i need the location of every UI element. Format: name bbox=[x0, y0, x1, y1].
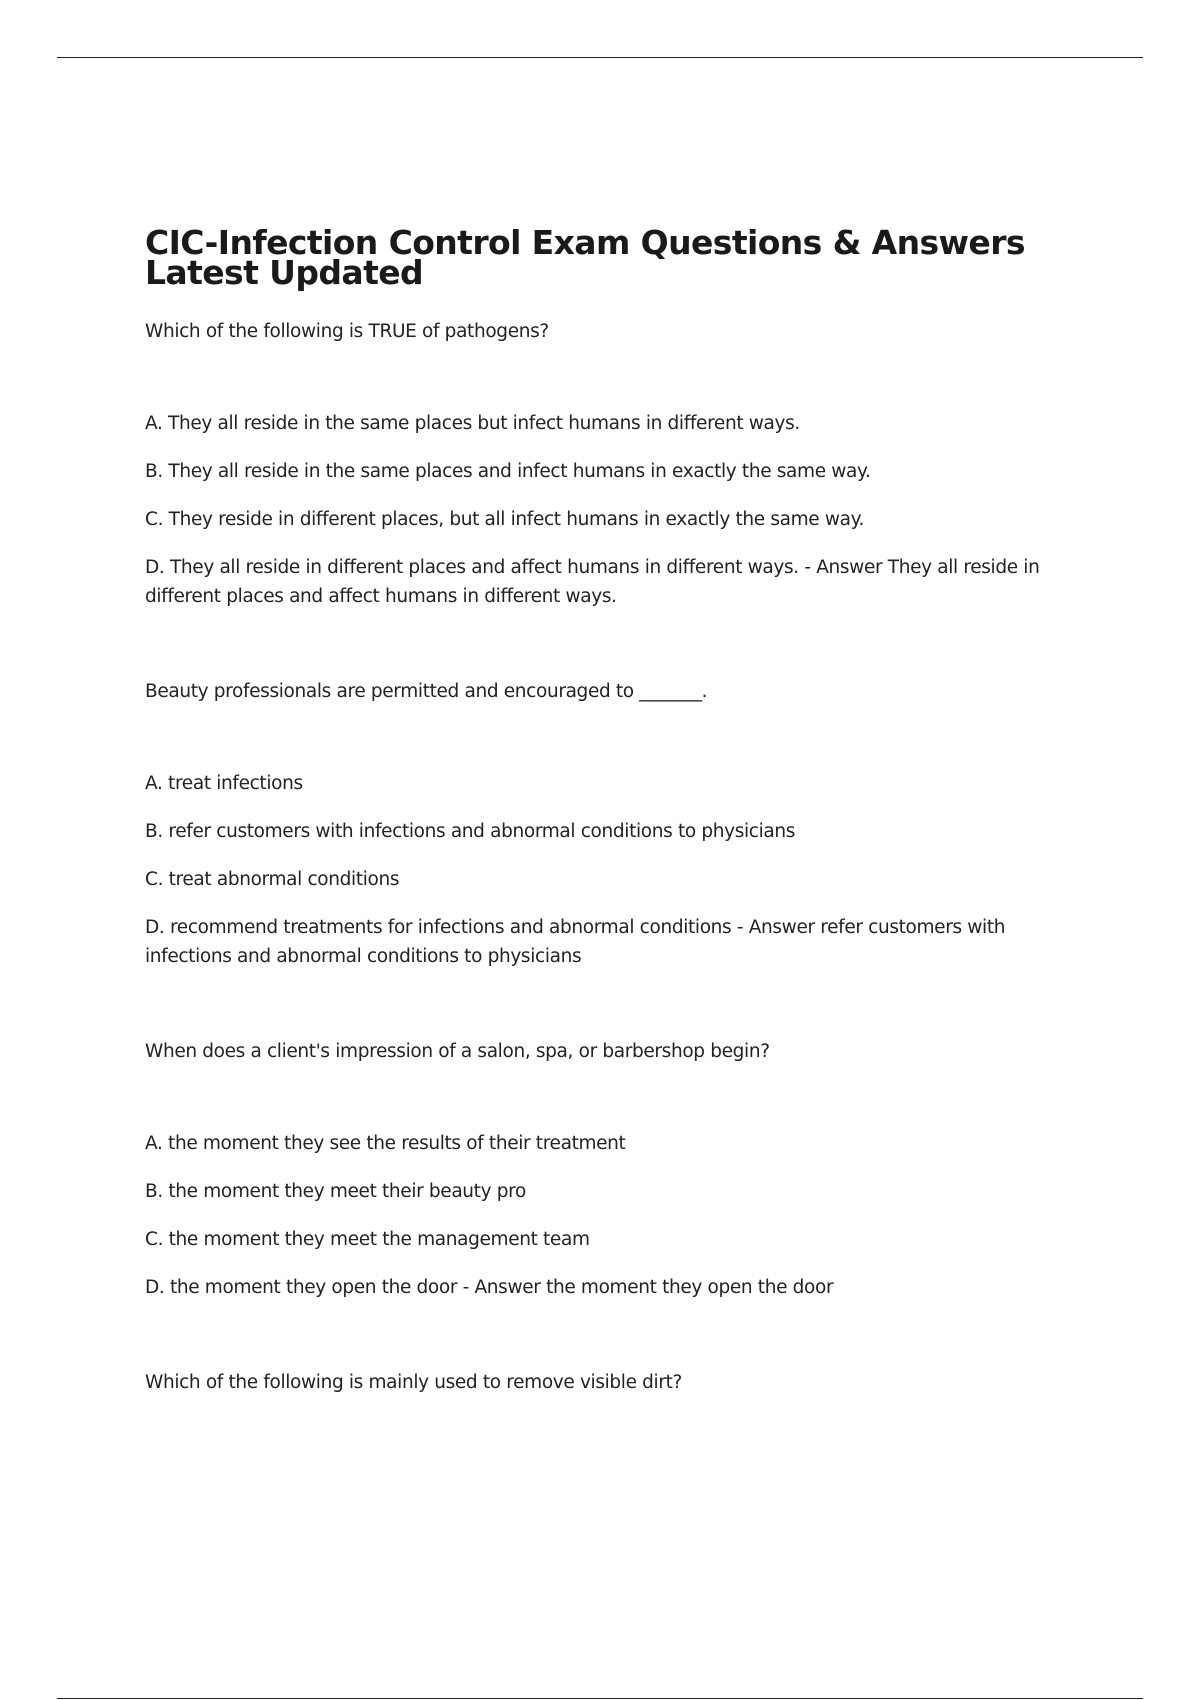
document-title: CIC-Infection Control Exam Questions & Answers Latest Updated bbox=[145, 223, 1025, 292]
question-1-option-a: A. They all reside in the same places but infect humans in different ways. bbox=[145, 413, 800, 434]
document-body bbox=[145, 223, 1090, 1397]
question-1-option-c: C. They reside in different places, but all infect humans in exactly the same way. bbox=[145, 509, 865, 530]
question-3-option-d-answer: D. the moment they open the door - Answer the moment they open the door bbox=[145, 1277, 834, 1298]
question-2-option-c: C. treat abnormal conditions bbox=[145, 869, 400, 890]
question-2: Beauty professionals are permitted and encouraged to _______. bbox=[145, 681, 708, 702]
question-1-option-d-answer: D. They all reside in different places and affect humans in different ways. - Answer They all reside in different places and affect humans in different ways. bbox=[145, 557, 1040, 607]
question-1-option-b: B. They all reside in the same places and infect humans in exactly the same way. bbox=[145, 461, 871, 482]
question-2-option-d-answer: D. recommend treatments for infections and abnormal conditions - Answer refer customers with infections and abnormal conditions to physicians bbox=[145, 917, 1006, 967]
question-1: Which of the following is TRUE of pathogens? bbox=[145, 321, 549, 342]
question-4: Which of the following is mainly used to remove visible dirt? bbox=[145, 1372, 682, 1393]
header-rule bbox=[57, 57, 1143, 58]
footer-rule bbox=[57, 1698, 1143, 1699]
question-3-option-b: B. the moment they meet their beauty pro bbox=[145, 1181, 526, 1202]
question-3-option-a: A. the moment they see the results of their treatment bbox=[145, 1133, 626, 1154]
question-2-option-b: B. refer customers with infections and abnormal conditions to physicians bbox=[145, 821, 796, 842]
question-3: When does a client's impression of a salon, spa, or barbershop begin? bbox=[145, 1041, 770, 1062]
question-2-option-a: A. treat infections bbox=[145, 773, 303, 794]
question-3-option-c: C. the moment they meet the management team bbox=[145, 1229, 590, 1250]
